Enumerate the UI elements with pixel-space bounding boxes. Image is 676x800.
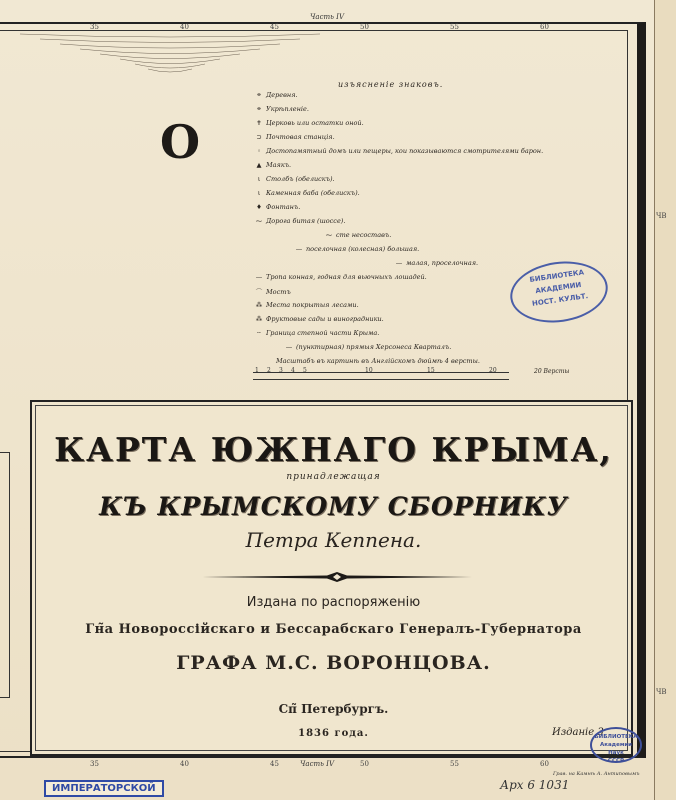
legend-label: Тропа конная, годная для вьючныхъ лошадей. — [266, 273, 427, 281]
legend-label: Масштабъ въ картинѣ въ Англійскомъ дюймѣ 4 версты. — [276, 357, 480, 365]
legend-symbol-icon: ⁓ — [255, 217, 263, 225]
legend-label: Укрѣпленіе. — [266, 105, 309, 113]
left-margin-mark — [0, 452, 10, 698]
sheet-label-bottom: Часть IV — [300, 760, 334, 768]
legend-label: Фонтанъ. — [266, 203, 301, 211]
legend-symbol-icon: — — [295, 245, 303, 253]
title-collection: КЪ КРЫМСКОМУ СБОРНИКУ — [99, 492, 568, 521]
legend-item — [252, 175, 335, 187]
legend-symbol-icon: ╌ — [257, 329, 261, 337]
legend-symbol-icon: ⁂ — [255, 315, 263, 323]
legend-item — [252, 91, 298, 103]
bottom-tick: 50 — [360, 760, 369, 768]
legend-symbol-icon: ⁓ — [325, 231, 333, 239]
legend-symbol-icon: ⁂ — [255, 301, 263, 309]
legend-label: (пунктирная) прямыя Херсонеса Кварталъ. — [296, 343, 452, 351]
legend-item — [252, 119, 364, 131]
bottom-tick: 45 — [270, 760, 279, 768]
legend-label: Граница степной части Крыма. — [266, 329, 380, 337]
top-tick: 60 — [540, 23, 549, 31]
title-governor: Гн̃а Новороссійскаго и Бессарабскаго Генералъ-Губернатора — [85, 622, 582, 637]
top-tick: 40 — [180, 23, 189, 31]
title-year: 1836 года. — [298, 728, 369, 739]
legend-label: Фруктовые сады и виноградники. — [266, 315, 384, 323]
legend-item — [252, 343, 451, 355]
legend-label: Церковь или остатки оной. — [266, 119, 364, 127]
scale-tick: 1 — [255, 367, 259, 374]
right-tick: ЧВ — [656, 688, 667, 696]
legend-label: Места покрытыя лесами. — [266, 301, 359, 309]
legend-item — [252, 133, 335, 145]
legend-label: Маякъ. — [266, 161, 292, 169]
legend-symbol-icon: ι — [257, 189, 261, 197]
stamp-line: Академии Наук — [599, 742, 633, 756]
legend-item — [252, 245, 419, 257]
stamp-line: НОСТ. КУЛЬТ. — [531, 292, 589, 308]
map-title: КАРТА ЮЖНАГО КРЫМА, — [54, 430, 613, 469]
legend-label: Почтовая станція. — [266, 133, 335, 141]
title-author: Петра Кеппена. — [245, 528, 422, 552]
title-issued: Издана по распоряженію — [246, 595, 421, 610]
right-margin-strip — [654, 0, 676, 800]
legend-title: изъясненіе знаковъ. — [338, 80, 444, 89]
imperial-stamp: ИМПЕРАТОРСКОЙ — [44, 780, 164, 797]
legend-item — [252, 161, 291, 173]
title-city: Сп̃ Петербургъ. — [278, 702, 389, 716]
legend-item — [252, 105, 309, 117]
legend-item — [252, 259, 478, 271]
scale-tick: 4 — [291, 367, 295, 374]
bottom-tick: 55 — [450, 760, 459, 768]
legend-item — [252, 217, 345, 229]
scale-unit: 20 Версты — [534, 368, 570, 375]
legend-symbol-icon: ⊃ — [256, 133, 262, 141]
legend-symbol-icon: ♦ — [256, 203, 262, 211]
bottom-tick: 60 — [540, 760, 549, 768]
title-cartouche — [30, 400, 633, 756]
scale-tick: 20 — [489, 367, 497, 374]
legend-label: поселочная (колесная) большая. — [306, 245, 420, 253]
scale-tick: 3 — [279, 367, 283, 374]
legend-label: сте несоставъ. — [336, 231, 392, 239]
legend-item — [252, 329, 379, 341]
legend-label: Каменная баба (обелискъ). — [266, 189, 360, 197]
scale-tick: 15 — [427, 367, 435, 374]
legend-symbol-icon: ⚭ — [256, 105, 262, 113]
coastline-hatching — [20, 30, 320, 90]
stamp-line: АКАДЕМИИ — [534, 280, 582, 296]
legend-label: Столбъ (обелискъ). — [266, 175, 335, 183]
engraver-credit: Грав. на Камнѣ А. Антиповымъ — [553, 771, 640, 777]
legend-item — [252, 315, 384, 327]
top-tick: 50 — [360, 23, 369, 31]
legend-item — [252, 147, 543, 159]
academy-stamp — [590, 727, 642, 763]
legend-item — [252, 301, 359, 313]
legend-label: Дорога битая (шоссе). — [266, 217, 346, 225]
top-tick: 55 — [450, 23, 459, 31]
ornament-divider — [202, 572, 472, 582]
stamp-line: СССР — [607, 758, 625, 764]
legend-symbol-icon: ⚭ — [256, 91, 262, 99]
legend-item — [252, 203, 300, 215]
map-letter: О — [160, 115, 201, 169]
handwritten-inventory-number: Арх 6 1031 — [500, 778, 570, 792]
legend-symbol-icon: — — [395, 259, 403, 267]
legend-label: Мостъ — [266, 288, 291, 296]
bottom-tick: 40 — [180, 760, 189, 768]
legend-symbol-icon: ⌒ — [255, 288, 263, 296]
top-tick: 35 — [90, 23, 99, 31]
legend-symbol-icon: ✝ — [256, 119, 262, 127]
scale-tick: 10 — [365, 367, 373, 374]
scale-tick: 2 — [267, 367, 271, 374]
bottom-tick: 35 — [90, 760, 99, 768]
legend-item — [252, 231, 391, 243]
legend-symbol-icon: ι — [257, 175, 261, 183]
legend-label: малая, проселочная. — [406, 259, 479, 267]
right-tick: ЧВ — [656, 212, 667, 220]
scale-tick: 5 — [303, 367, 307, 374]
legend-symbol-icon: — — [285, 343, 293, 351]
title-count: ГРАФА М.С. ВОРОНЦОВА. — [176, 652, 491, 674]
legend-symbol-icon: ▲ — [256, 161, 262, 169]
legend-symbol-icon: — — [255, 273, 263, 281]
legend-label: Достопамятный домъ или пещеры, кои показываются смотрителями барон. — [266, 147, 544, 155]
title-edition: Изданіе 3 — [552, 727, 604, 738]
title-belongs: принадлежащая — [286, 472, 381, 482]
legend-item — [252, 287, 291, 299]
sheet-label-top: Часть IV — [310, 13, 344, 21]
legend-item — [252, 273, 427, 285]
top-coordinate-row — [0, 0, 676, 30]
legend-symbol-icon: ◦ — [257, 147, 261, 155]
legend-label: Деревня. — [266, 91, 298, 99]
stamp-line: БИБЛИОТЕКА — [594, 734, 638, 740]
stamp-line: БИБЛИОТЕКА — [529, 268, 585, 284]
legend-item — [252, 189, 360, 201]
top-tick: 45 — [270, 23, 279, 31]
